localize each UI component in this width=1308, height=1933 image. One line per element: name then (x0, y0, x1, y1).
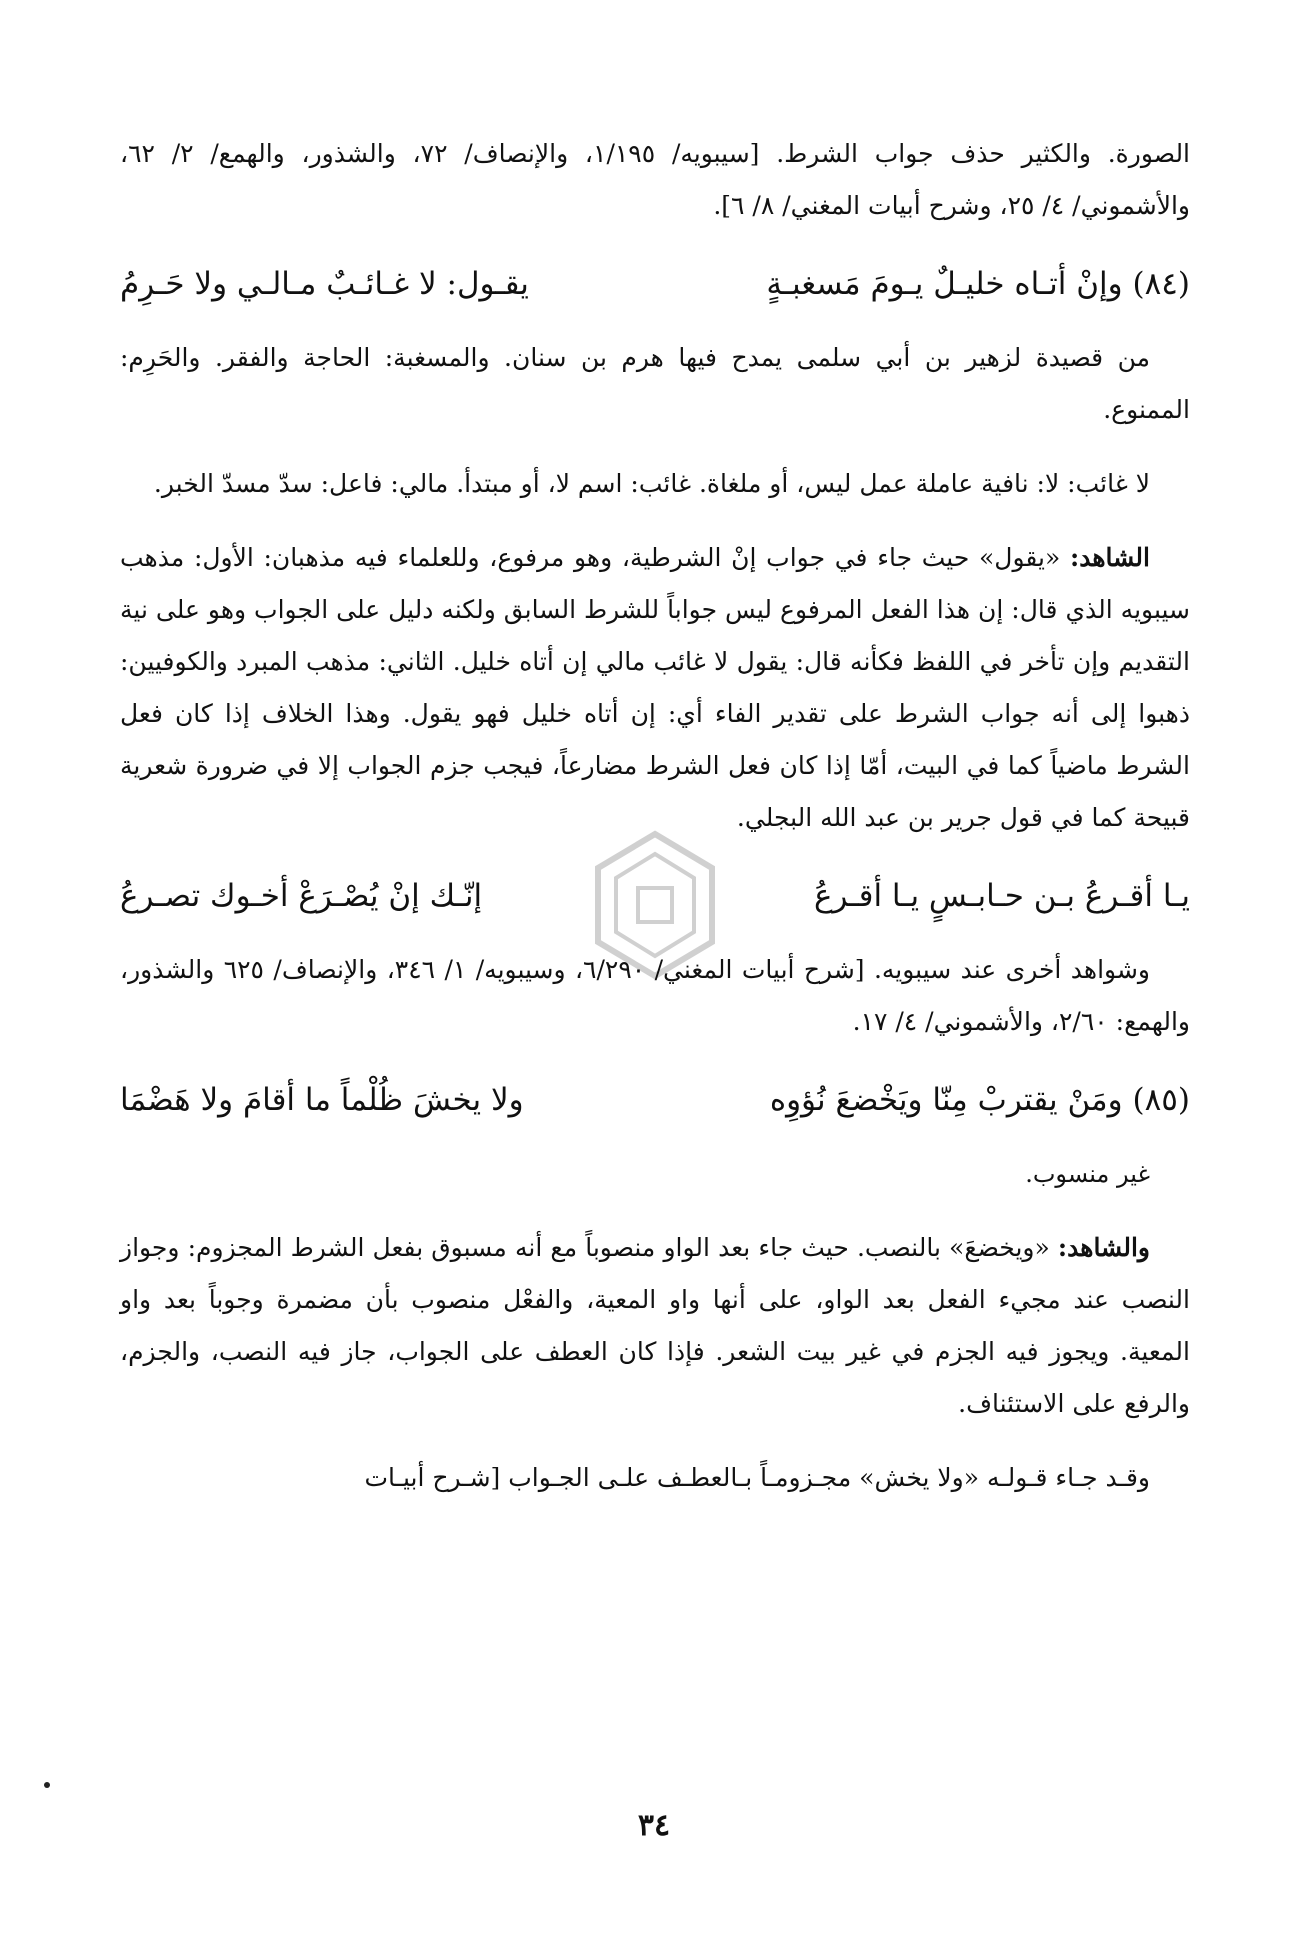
verse-second-hemistich: ولا يخشَ ظُلْماً ما أقامَ ولا هَضْمَا (120, 1082, 524, 1118)
paragraph-text: «ويخضعَ» بالنصب. حيث جاء بعد الواو منصوباً مع أنه مسبوق بفعل الشرط المجزوم: وجواز النصب عند مجيء الفعل بعد الواو، على أنها واو المعية، والفعْل منصوب بأن مضمرة وجوباً بعد واو المعية. ويجوز فيه الجزم في غير بيت الشعر. فإذا كان العطف على الجواب، جاز فيه النصب، والجزم، والرفع على الاستئناف. (120, 1233, 1190, 1418)
verse-84 (120, 254, 1190, 314)
verse-first-hemistich: (٨٥) ومَنْ يقتربْ مِنّا ويَخْضعَ نُؤوِه (769, 1082, 1190, 1118)
verse-84-evidence (120, 532, 1190, 844)
page-text-body (120, 128, 1190, 1526)
verse-second-hemistich: يقـول: لا غـائـبٌ مـالـي ولا حَـرِمُ (120, 266, 529, 302)
verse-85-source (120, 1148, 1190, 1200)
verse-84-source (120, 332, 1190, 436)
paragraph-text: «يقول» حيث جاء في جواب إنْ الشرطية، وهو مرفوع، وللعلماء فيه مذهبان: الأول: مذهب سيبويه الذي قال: إن هذا الفعل المرفوع ليس جواباً للشرط السابق ولكنه دليل على الجواب وهو على نية التقديم وإن تأخر في اللفظ فكأنه قال: يقول لا غائب مالي إن أتاه خليل. الثاني: مذهب المبرد والكوفيين: ذهبوا إلى أنه جواب الشرط على تقدير الفاء أي: إن أتاه خليل فهو يقول. وهذا الخلاف إذا كان فعل الشرط ماضياً كما في البيت، أمّا إذا كان فعل الشرط مضارعاً، فيجب جزم الجواب إلا في ضرورة شعرية قبيحة كما في قول جرير بن عبد الله البجلي. (120, 543, 1190, 832)
paragraph-text: لا غائب: لا: نافية عاملة عمل ليس، أو ملغاة. غائب: اسم لا، أو مبتدأ. مالي: فاعل: سدّ مسدّ الخبر. (153, 469, 1150, 498)
margin-dot (44, 1782, 50, 1788)
verse-first-hemistich: يـا أقـرعُ بـن حـابـسٍ يـا أقـرعُ (813, 878, 1190, 914)
paragraph-text: من قصيدة لزهير بن أبي سلمى يمدح فيها هرم بن سنان. والمسغبة: الحاجة والفقر. والحَرِم: الممنوع. (120, 343, 1190, 424)
verse-85-evidence (120, 1222, 1190, 1430)
page-number: ٣٤ (637, 1808, 671, 1843)
paragraph-text: غير منسوب. (1025, 1160, 1150, 1188)
verse-jarir (120, 866, 1190, 926)
verse-first-hemistich: (٨٤) وإنْ أتـاه خليـلٌ يـومَ مَسغبـةٍ (766, 266, 1190, 302)
evidence-label: والشاهد: (1057, 1233, 1150, 1262)
paragraph-text: وشواهد أخرى عند سيبويه. [شرح أبيات المغني/ ٦/٢٩٠، وسيبويه/ ١/ ٣٤٦، والإنصاف/ ٦٢٥ والشذور، والهمع: ٢/٦٠، والأشموني/ ٤/ ١٧. (120, 955, 1190, 1036)
paragraph-text: وقـد جـاء قـولـه «ولا يخش» مجـزومـاً بـالعطـف علـى الجـواب [شـرح أبيـات (364, 1463, 1150, 1492)
closing-paragraph (120, 1452, 1190, 1504)
paragraph-text: الصورة. والكثير حذف جواب الشرط. [سيبويه/ ١/١٩٥، والإنصاف/ ٧٢، والشذور، والهمع/ ٢/ ٦٢، والأشموني/ ٤/ ٢٥، وشرح أبيات المغني/ ٨/ ٦]. (120, 139, 1191, 220)
verse-jarir-references (120, 944, 1190, 1048)
reference-paragraph-1 (120, 128, 1190, 232)
evidence-label: الشاهد: (1069, 543, 1150, 572)
verse-84-grammar (120, 458, 1190, 510)
verse-85 (120, 1070, 1190, 1130)
verse-second-hemistich: إنّـك إنْ يُصْـرَعْ أخـوك تصـرعُ (120, 878, 483, 914)
